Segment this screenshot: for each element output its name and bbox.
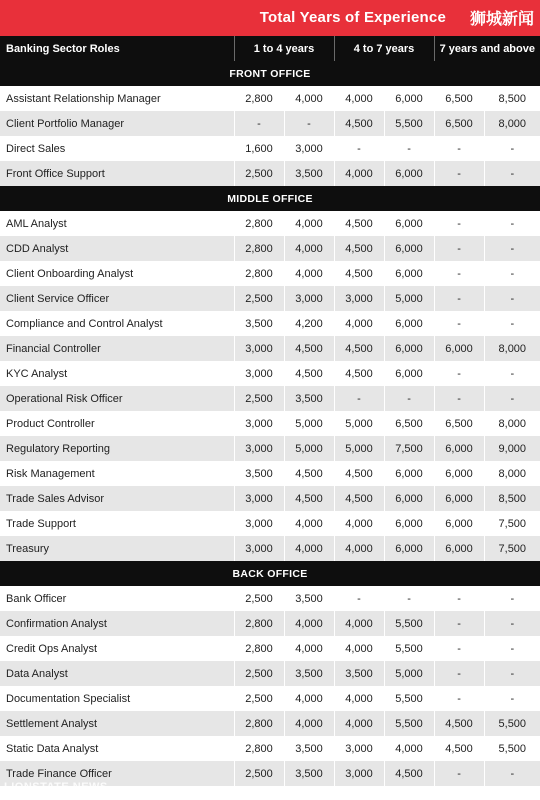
salary-cell: 2,800 <box>234 261 284 286</box>
salary-cell: 4,500 <box>334 211 384 236</box>
salary-cell: 2,800 <box>234 611 284 636</box>
salary-cell: 6,000 <box>384 261 434 286</box>
role-column-header: Banking Sector Roles <box>0 36 234 61</box>
salary-cell: 3,000 <box>234 486 284 511</box>
salary-cell: 3,000 <box>284 286 334 311</box>
table-row <box>0 86 540 111</box>
salary-cell: 8,500 <box>484 86 540 111</box>
salary-cell: - <box>434 761 484 786</box>
salary-cell: 4,000 <box>284 636 334 661</box>
table-row <box>0 261 540 286</box>
salary-cell: 3,000 <box>334 761 384 786</box>
salary-cell: 3,000 <box>234 411 284 436</box>
role-cell: Trade Finance Officer <box>0 761 234 786</box>
salary-cell: 4,000 <box>284 536 334 561</box>
table-row <box>0 586 540 611</box>
salary-cell: 4,500 <box>334 261 384 286</box>
salary-cell: - <box>484 586 540 611</box>
salary-cell: 7,500 <box>484 511 540 536</box>
salary-cell: 8,000 <box>484 336 540 361</box>
salary-cell: 6,000 <box>434 486 484 511</box>
salary-cell: 8,000 <box>484 111 540 136</box>
salary-cell: 2,500 <box>234 686 284 711</box>
table-row <box>0 511 540 536</box>
salary-cell: 4,000 <box>334 686 384 711</box>
table-row <box>0 611 540 636</box>
salary-cell: - <box>434 636 484 661</box>
salary-cell: 4,000 <box>284 611 334 636</box>
salary-cell: - <box>484 386 540 411</box>
role-cell: Assistant Relationship Manager <box>0 86 234 111</box>
salary-cell: 4,500 <box>334 111 384 136</box>
salary-cell: 2,800 <box>234 736 284 761</box>
salary-cell: 5,000 <box>284 411 334 436</box>
section-header <box>0 61 540 86</box>
table-row <box>0 661 540 686</box>
salary-cell: - <box>484 211 540 236</box>
salary-cell: 8,500 <box>484 486 540 511</box>
salary-cell: 3,500 <box>284 386 334 411</box>
salary-cell: - <box>484 286 540 311</box>
salary-cell: - <box>484 761 540 786</box>
table-row <box>0 211 540 236</box>
table-row <box>0 236 540 261</box>
salary-cell: - <box>484 136 540 161</box>
salary-cell: 5,500 <box>384 711 434 736</box>
salary-cell: 4,000 <box>284 511 334 536</box>
salary-cell: 4,500 <box>334 336 384 361</box>
salary-cell: - <box>484 636 540 661</box>
salary-cell: 4,500 <box>434 711 484 736</box>
salary-cell: - <box>434 361 484 386</box>
salary-cell: 2,800 <box>234 711 284 736</box>
salary-cell: 5,500 <box>384 636 434 661</box>
salary-cell: 6,000 <box>434 536 484 561</box>
table-row <box>0 136 540 161</box>
salary-cell: 4,000 <box>334 611 384 636</box>
salary-cell: 4,000 <box>334 311 384 336</box>
salary-cell: 4,500 <box>284 461 334 486</box>
section-header <box>0 186 540 211</box>
salary-cell: 2,500 <box>234 161 284 186</box>
group-header-1-4: 1 to 4 years <box>234 36 334 61</box>
role-cell: Regulatory Reporting <box>0 436 234 461</box>
role-cell: Credit Ops Analyst <box>0 636 234 661</box>
salary-table <box>0 36 540 786</box>
salary-cell: 2,500 <box>234 761 284 786</box>
salary-cell: 4,000 <box>284 236 334 261</box>
banner-title: Total Years of Experience <box>259 9 446 26</box>
section-header <box>0 561 540 586</box>
table-row <box>0 336 540 361</box>
table-header <box>0 36 540 61</box>
title-banner <box>0 0 540 36</box>
table-row <box>0 711 540 736</box>
role-cell: Data Analyst <box>0 661 234 686</box>
salary-cell: 4,000 <box>284 86 334 111</box>
salary-cell: 4,000 <box>284 261 334 286</box>
salary-cell: 6,000 <box>384 236 434 261</box>
role-cell: Settlement Analyst <box>0 711 234 736</box>
salary-cell: 4,500 <box>334 461 384 486</box>
salary-cell: 6,000 <box>434 461 484 486</box>
salary-cell: 3,500 <box>284 161 334 186</box>
salary-cell: - <box>484 236 540 261</box>
role-cell: Confirmation Analyst <box>0 611 234 636</box>
salary-cell: - <box>384 586 434 611</box>
salary-cell: 4,000 <box>284 711 334 736</box>
salary-cell: 8,000 <box>484 461 540 486</box>
salary-cell: - <box>434 136 484 161</box>
salary-cell: 6,000 <box>434 436 484 461</box>
salary-cell: 4,500 <box>284 336 334 361</box>
salary-cell: 5,500 <box>384 611 434 636</box>
salary-cell: 5,500 <box>384 686 434 711</box>
role-cell: KYC Analyst <box>0 361 234 386</box>
salary-cell: 3,000 <box>334 736 384 761</box>
section-title: MIDDLE OFFICE <box>0 186 540 211</box>
salary-cell: - <box>234 111 284 136</box>
salary-cell: 6,000 <box>384 361 434 386</box>
salary-cell: 4,500 <box>334 486 384 511</box>
table-row <box>0 311 540 336</box>
salary-cell: - <box>334 136 384 161</box>
salary-cell: 3,000 <box>284 136 334 161</box>
table-row <box>0 111 540 136</box>
table-row <box>0 461 540 486</box>
salary-cell: 6,500 <box>384 411 434 436</box>
salary-cell: - <box>434 261 484 286</box>
salary-cell: 5,500 <box>484 711 540 736</box>
salary-cell: 3,000 <box>234 336 284 361</box>
role-cell: AML Analyst <box>0 211 234 236</box>
salary-cell: 6,000 <box>434 336 484 361</box>
salary-cell: 6,500 <box>434 111 484 136</box>
salary-cell: 3,500 <box>234 461 284 486</box>
salary-cell: 4,000 <box>334 711 384 736</box>
salary-cell: 3,000 <box>234 436 284 461</box>
table-row <box>0 386 540 411</box>
salary-cell: 6,000 <box>384 461 434 486</box>
salary-cell: 3,000 <box>234 536 284 561</box>
salary-cell: 5,500 <box>384 111 434 136</box>
salary-cell: 4,500 <box>284 486 334 511</box>
salary-cell: 2,800 <box>234 211 284 236</box>
salary-cell: - <box>434 211 484 236</box>
role-cell: CDD Analyst <box>0 236 234 261</box>
salary-cell: 4,500 <box>334 236 384 261</box>
table-body <box>0 61 540 786</box>
group-header-7-plus: 7 years and above <box>434 36 540 61</box>
salary-cell: 7,500 <box>484 536 540 561</box>
role-cell: Client Service Officer <box>0 286 234 311</box>
salary-cell: - <box>334 586 384 611</box>
salary-cell: 3,000 <box>234 511 284 536</box>
salary-cell: - <box>484 661 540 686</box>
salary-cell: 5,000 <box>284 436 334 461</box>
role-cell: Direct Sales <box>0 136 234 161</box>
role-cell: Client Onboarding Analyst <box>0 261 234 286</box>
salary-cell: - <box>484 686 540 711</box>
salary-cell: 3,500 <box>234 311 284 336</box>
salary-cell: 6,000 <box>384 536 434 561</box>
salary-cell: - <box>434 661 484 686</box>
section-title: BACK OFFICE <box>0 561 540 586</box>
salary-cell: 5,000 <box>384 661 434 686</box>
table-row <box>0 486 540 511</box>
salary-cell: - <box>484 361 540 386</box>
salary-cell: 4,500 <box>384 761 434 786</box>
salary-cell: 2,500 <box>234 586 284 611</box>
salary-cell: 3,500 <box>284 661 334 686</box>
salary-cell: 2,800 <box>234 86 284 111</box>
salary-cell: 4,000 <box>284 686 334 711</box>
salary-cell: 4,500 <box>334 361 384 386</box>
role-cell: Trade Support <box>0 511 234 536</box>
salary-cell: 4,500 <box>434 736 484 761</box>
salary-cell: 6,500 <box>434 411 484 436</box>
role-cell: Trade Sales Advisor <box>0 486 234 511</box>
salary-cell: 5,000 <box>384 286 434 311</box>
salary-cell: 6,000 <box>384 336 434 361</box>
salary-cell: - <box>334 386 384 411</box>
salary-cell: - <box>384 386 434 411</box>
watermark-logo-bottom: LIONSTATE NEWS <box>4 781 108 793</box>
salary-cell: 8,000 <box>484 411 540 436</box>
salary-cell: 4,000 <box>334 86 384 111</box>
role-cell: Front Office Support <box>0 161 234 186</box>
salary-cell: 3,500 <box>284 586 334 611</box>
salary-cell: 6,000 <box>384 486 434 511</box>
salary-cell: 4,000 <box>334 536 384 561</box>
table-row <box>0 361 540 386</box>
table-row <box>0 411 540 436</box>
salary-cell: - <box>434 386 484 411</box>
salary-cell: 6,000 <box>384 161 434 186</box>
salary-cell: 9,000 <box>484 436 540 461</box>
salary-cell: 4,000 <box>384 736 434 761</box>
salary-cell: 3,500 <box>334 661 384 686</box>
table-row <box>0 736 540 761</box>
group-header-4-7: 4 to 7 years <box>334 36 434 61</box>
salary-cell: 6,000 <box>384 511 434 536</box>
salary-cell: - <box>434 161 484 186</box>
salary-cell: 4,200 <box>284 311 334 336</box>
table-row <box>0 636 540 661</box>
salary-cell: - <box>484 161 540 186</box>
salary-cell: 4,000 <box>334 161 384 186</box>
salary-cell: 1,600 <box>234 136 284 161</box>
salary-cell: - <box>484 611 540 636</box>
section-title: FRONT OFFICE <box>0 61 540 86</box>
salary-cell: 3,000 <box>234 361 284 386</box>
salary-cell: 2,800 <box>234 636 284 661</box>
salary-cell: 2,500 <box>234 286 284 311</box>
role-cell: Documentation Specialist <box>0 686 234 711</box>
table-row <box>0 161 540 186</box>
role-cell: Treasury <box>0 536 234 561</box>
salary-cell: 3,500 <box>284 736 334 761</box>
salary-cell: 3,000 <box>334 286 384 311</box>
table-row <box>0 436 540 461</box>
salary-cell: - <box>434 611 484 636</box>
salary-cell: 6,000 <box>434 511 484 536</box>
salary-cell: - <box>434 686 484 711</box>
role-cell: Product Controller <box>0 411 234 436</box>
salary-cell: 6,000 <box>384 311 434 336</box>
salary-cell: 2,500 <box>234 661 284 686</box>
salary-cell: - <box>434 286 484 311</box>
salary-cell: - <box>384 136 434 161</box>
salary-cell: 2,500 <box>234 386 284 411</box>
salary-cell: 6,500 <box>434 86 484 111</box>
salary-cell: 4,000 <box>334 636 384 661</box>
salary-cell: 4,000 <box>284 211 334 236</box>
salary-cell: - <box>484 311 540 336</box>
salary-cell: 6,000 <box>384 86 434 111</box>
salary-cell: - <box>434 586 484 611</box>
salary-cell: 4,000 <box>334 511 384 536</box>
salary-cell: - <box>434 311 484 336</box>
salary-cell: 5,500 <box>484 736 540 761</box>
role-cell: Financial Controller <box>0 336 234 361</box>
salary-cell: 6,000 <box>384 211 434 236</box>
salary-cell: 3,500 <box>284 761 334 786</box>
role-cell: Risk Management <box>0 461 234 486</box>
salary-cell: 5,000 <box>334 436 384 461</box>
salary-cell: - <box>284 111 334 136</box>
table-row <box>0 286 540 311</box>
table-row <box>0 686 540 711</box>
salary-cell: 4,500 <box>284 361 334 386</box>
role-cell: Operational Risk Officer <box>0 386 234 411</box>
salary-cell: 2,800 <box>234 236 284 261</box>
role-cell: Bank Officer <box>0 586 234 611</box>
watermark-logo-top: 狮城新闻 <box>469 11 534 28</box>
role-cell: Static Data Analyst <box>0 736 234 761</box>
table-row <box>0 536 540 561</box>
role-cell: Compliance and Control Analyst <box>0 311 234 336</box>
role-cell: Client Portfolio Manager <box>0 111 234 136</box>
salary-cell: - <box>484 261 540 286</box>
salary-cell: 7,500 <box>384 436 434 461</box>
salary-cell: 5,000 <box>334 411 384 436</box>
salary-cell: - <box>434 236 484 261</box>
